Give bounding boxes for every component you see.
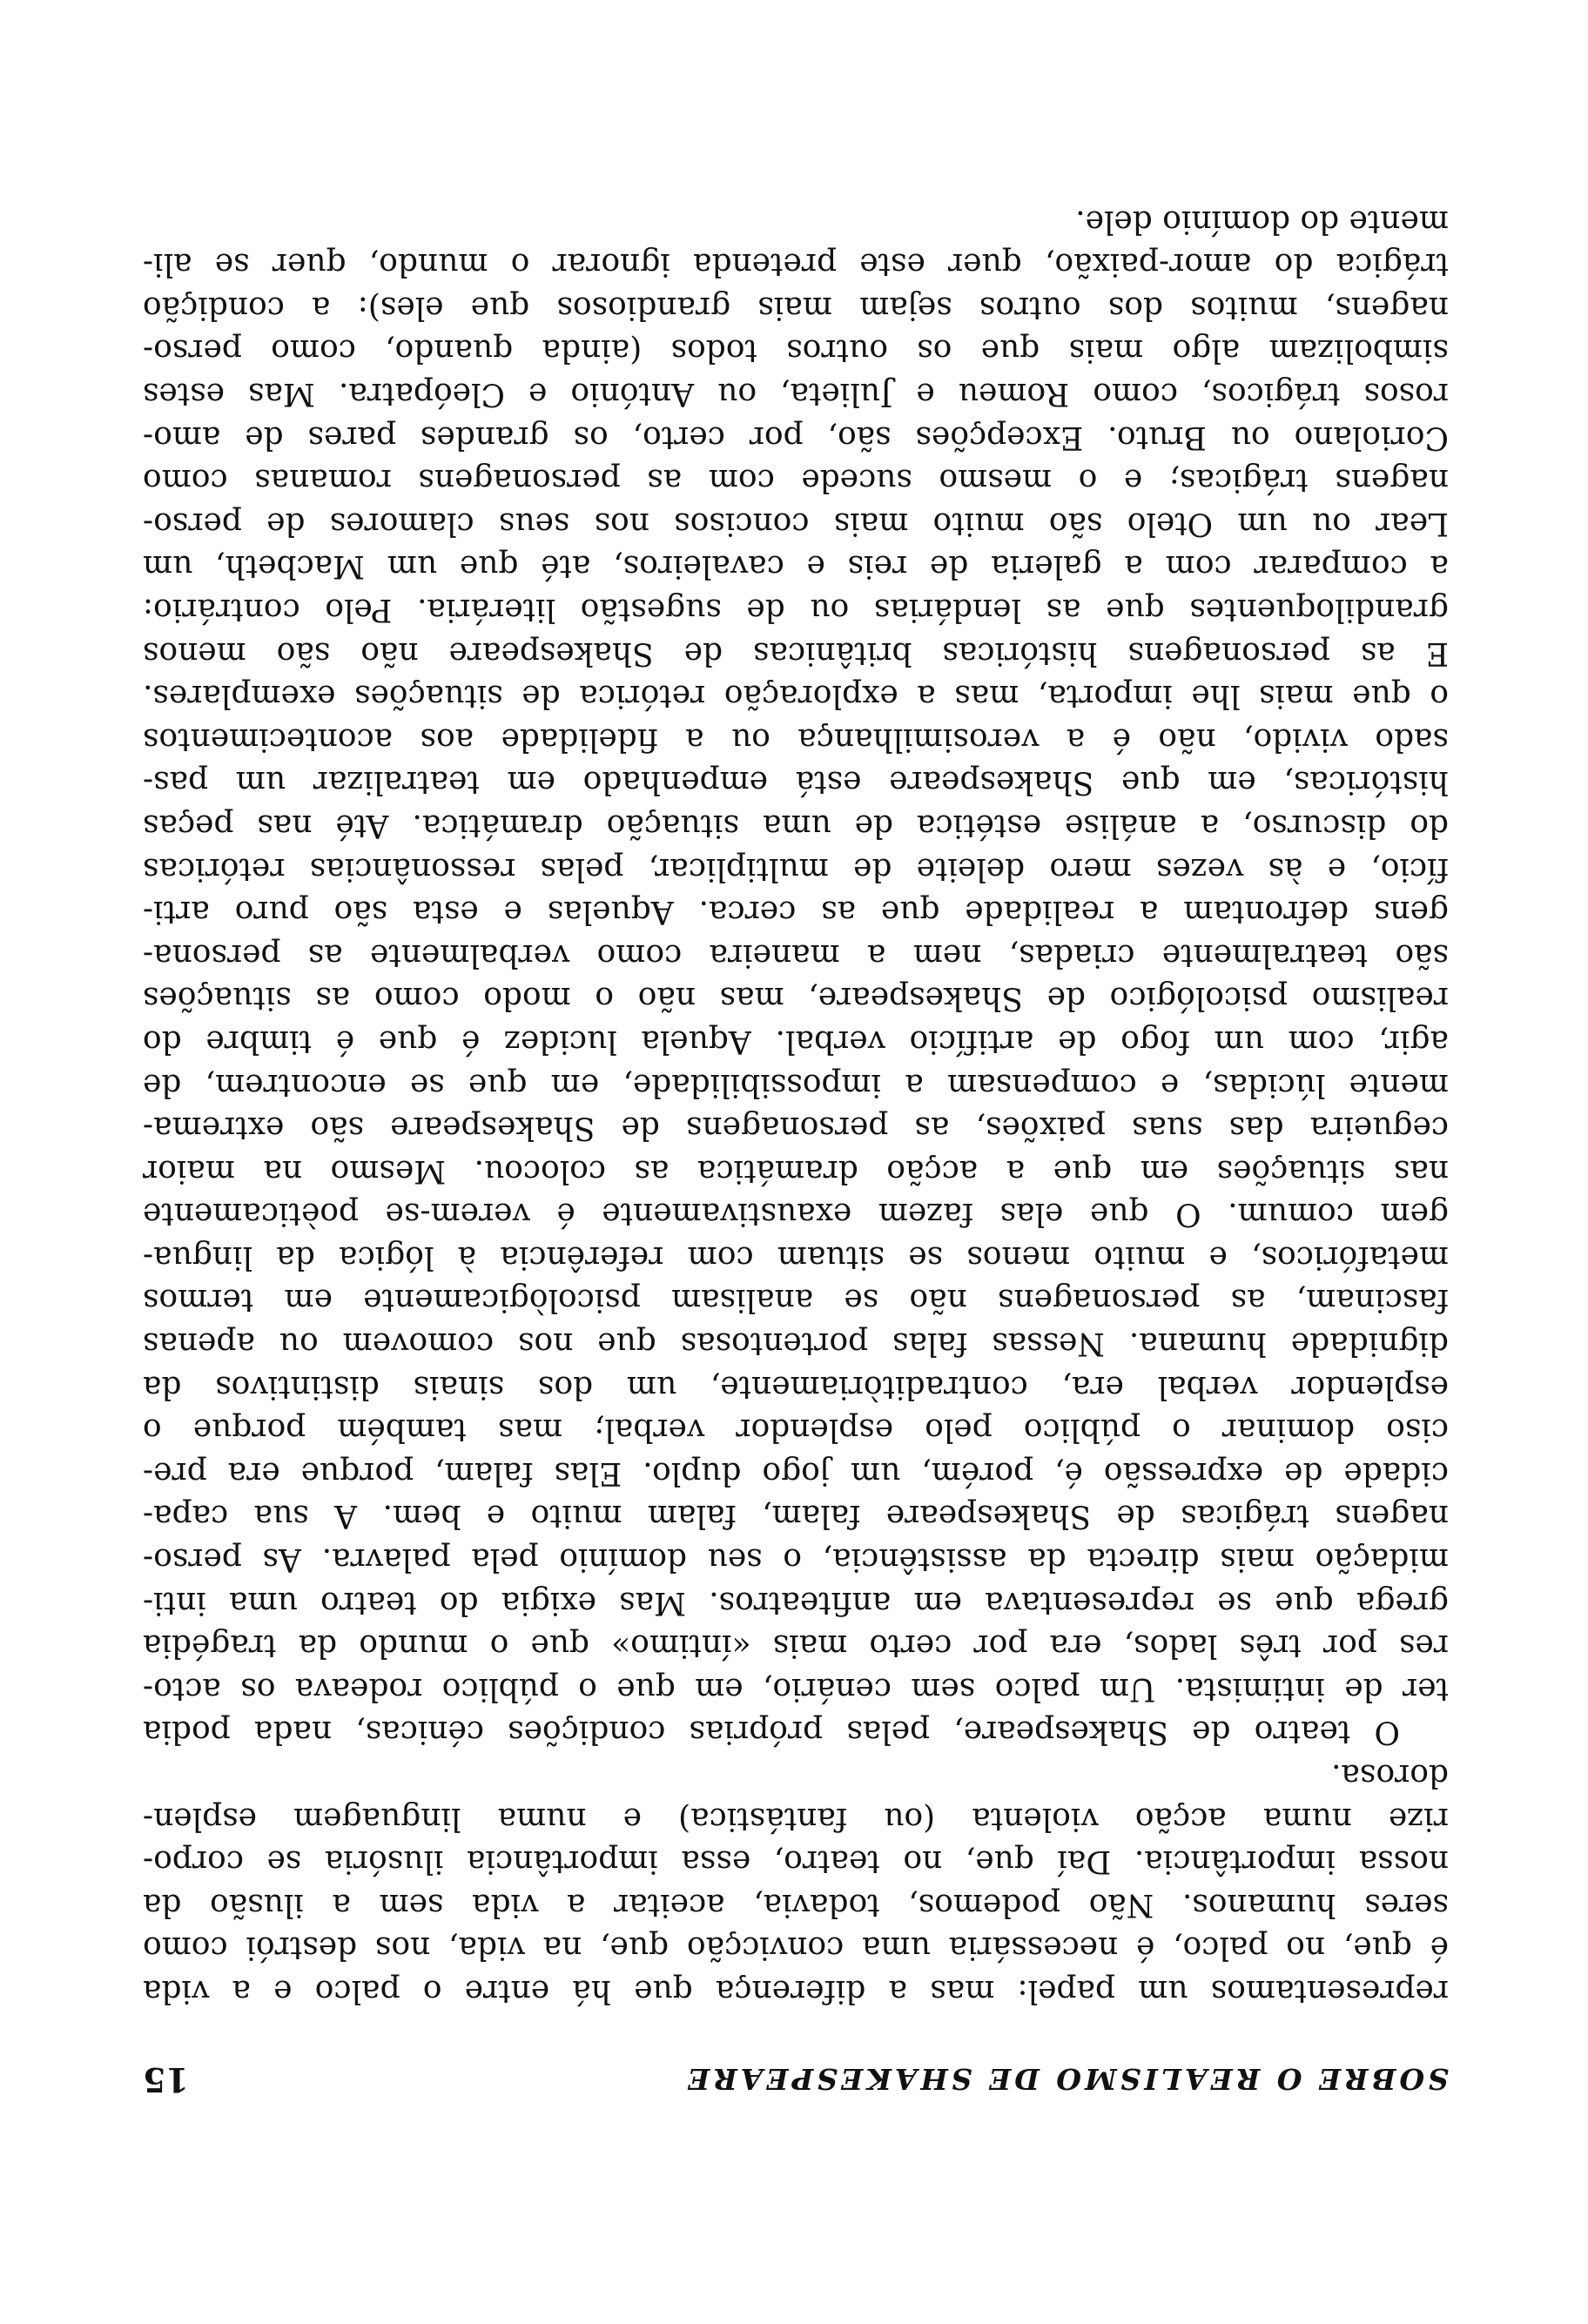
- text-line: fício, e às vezes mero deleite de multiplicar, pelas ressonâncias retóricas: [143, 850, 1449, 887]
- text-line: res por três lados, era por certo mais «íntimo» que o mundo da tragédia: [143, 1628, 1449, 1664]
- text-line: gens defrontam a realidade que as cerca. Aquelas e esta são puro arti-: [143, 894, 1449, 930]
- text-line: a comparar com a galeria de reis e cavaleiros, até que um Macbeth, um: [143, 548, 1449, 585]
- text-line: simbolizam algo mais que os outros todos (ainda quando, como perso-: [143, 332, 1449, 369]
- text-line: mente lúcidas, e compensam a impossibilidade, em que se encontrem, de: [143, 1066, 1449, 1103]
- text-line: Lear ou um Otelo são muito mais concisos nos seus clamores de perso-: [143, 505, 1449, 541]
- text-line: agir, com um fogo de artifício verbal. Aquela lucidez é que é timbre do: [143, 1023, 1449, 1059]
- text-line: o que mais lhe importa, mas a exploração retórica de situações exemplares.: [143, 678, 1449, 715]
- text-line: sado vivido, não é a verosimilhança ou a fidelidade aos acontecimentos: [143, 721, 1449, 757]
- text-line: representamos um papel: mas a diferença que há entre o palco e a vida: [143, 1973, 1449, 2009]
- text-line: nossa importância. Daí que, no teatro, essa importância ilusória se corpo-: [143, 1844, 1449, 1880]
- text-line: nagens trágicas de Shakespeare falam, falam muito e bem. A sua capa-: [143, 1498, 1449, 1535]
- page-number: 15: [143, 2060, 189, 2099]
- text-line: dorosa.: [1331, 1757, 1449, 1794]
- text-line: cidade de expressão é, porém, um jogo duplo. Elas falam, porque era pre-: [143, 1454, 1449, 1491]
- paragraph: [143, 199, 1449, 1753]
- text-line: nas situações em que a acção dramática as colocou. Mesmo na maior: [143, 1152, 1449, 1189]
- text-line: midação mais directa da assistência, o seu domínio pela palavra. As perso-: [143, 1541, 1449, 1578]
- text-line: nagens trágicas; e o mesmo sucede com as personagens romanas como: [143, 462, 1449, 499]
- text-line: seres humanos. Não podemos, todavia, aceitar a vida sem a ilusão da: [143, 1886, 1449, 1923]
- text-line: Coriolano ou Bruto. Excepções são, por certo, os grandes pares de amo-: [143, 419, 1449, 455]
- running-title: SOBRE O REALISMO DE SHAKESPEARE: [684, 2062, 1449, 2096]
- text-line: ter de intimista. Um palco sem cenário, em que o público rodeava os acto-: [143, 1670, 1449, 1707]
- text-line: do discurso, a análise estética de uma situação dramática. Até nas peças: [143, 807, 1449, 843]
- text-line: grandiloquentes que as lendárias ou de sugestão literária. Pelo contrário:: [143, 592, 1449, 628]
- text-line: ciso dominar o público pelo esplendor verbal; mas também porque o: [143, 1412, 1449, 1448]
- text-line: nagens, muitos dos outros sejam mais grandiosos que eles): a condição: [143, 289, 1449, 326]
- page-header: [143, 2044, 1449, 2099]
- text-line: realismo psicológico de Shakespeare, mas não o modo como as situações: [143, 980, 1449, 1017]
- text-line: são teatralmente criadas, nem a maneira como verbalmente as persona-: [143, 937, 1449, 973]
- text-line: mente do domínio dele.: [1075, 203, 1449, 239]
- text-line: E as personagens históricas britânicas de Shakespeare não são menos: [143, 635, 1449, 671]
- paragraph: [143, 1753, 1449, 2012]
- text-line: metafóricos, e muito menos se situam com referência à lógica da lingua-: [143, 1239, 1449, 1275]
- text-line: é que, no palco, é necessária uma convicção que, na vida, nos destrói como: [143, 1930, 1449, 1966]
- text-line: cegueira das suas paixões, as personagens de Shakespeare são extrema-: [143, 1110, 1449, 1146]
- text-line: gem comum. O que elas fazem exaustivamente é verem-se poèticamente: [143, 1196, 1449, 1233]
- text-line: O teatro de Shakespeare, pelas próprias condições cénicas, nada podia: [143, 1714, 1400, 1750]
- text-line: históricas, em que Shakespeare está empenhado em teatralizar um pas-: [143, 764, 1449, 801]
- body-text: [143, 199, 1449, 2012]
- text-line: trágica do amor-paixão, quer este pretenda ignorar o mundo, quer se ali-: [143, 246, 1449, 283]
- text-line: grega que se representava em anfiteatros. Mas exigia do teatro uma inti-: [143, 1584, 1449, 1621]
- text-line: dignidade humana. Nessas falas portentosas que nos comovem ou apenas: [143, 1326, 1449, 1362]
- text-line: rosos trágicos, como Romeu e Julieta, ou António e Cleópatra. Mas estes: [143, 376, 1449, 413]
- text-line: esplendor verbal era, contraditòriamente, um dos sinais distintivos da: [143, 1368, 1449, 1405]
- text-line: rize numa acção violenta (ou fantástica) e numa linguagem esplen-: [143, 1800, 1449, 1837]
- text-line: fascinam, as personagens não se analisam psicològicamente em termos: [143, 1282, 1449, 1319]
